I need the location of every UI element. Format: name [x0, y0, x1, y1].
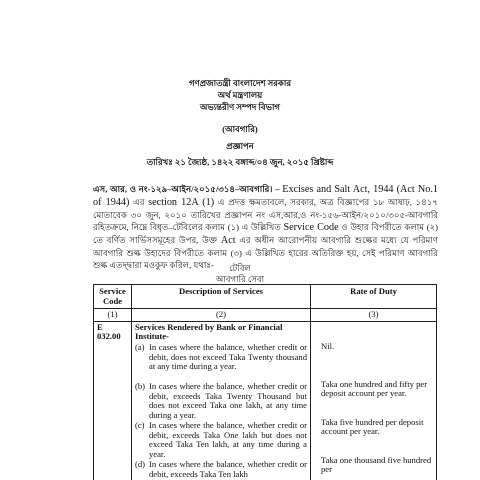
duty-table [93, 284, 437, 480]
item-label: (a) [135, 341, 145, 352]
item-label: (d) [135, 458, 146, 469]
notice-date: তারিখঃ ২১ জ্যৈষ্ঠ, ১৪২২ বঙ্গাব্দ/০৪ জুন, ২০১৫ খ্রিষ্টাব্দ [146, 157, 334, 167]
notification-text-3: ও উহার বিপরীতে কলাম (২) তে বর্ণিত সার্ভিসসমূহের উপর, উক্ত [93, 222, 439, 245]
notification-text-2: এ প্রদত্ত ক্ষমতাবলে, সরকার, অত্র বিজ্ঞাপের ১৮ আষাঢ়, ১৪১৭ মোতাবেক ৩০ জুন, ২০১০ তারিখের প্রজ্ঞাপন নং এস,আর,ও নং-১৫৬-আইন/২০১০/৩০৫-আবগারি রহিতক্রমে, নিম্নে বিধৃত–টেবিলের কলাম (১) এ উল্লিখিত [93, 197, 438, 232]
service-item-c [135, 421, 307, 459]
table-subtitle: আবগারি সেবা [215, 274, 265, 284]
rate-d: Taka one thousand five hundred per [321, 454, 432, 475]
division-name: অভ্যন্তরীণ সম্পদ বিভাগ [200, 102, 280, 112]
service-item-d [135, 460, 307, 479]
rate-cell [311, 321, 437, 480]
section-reference: section 12A (1) [148, 197, 215, 208]
rate-a: Nil. [321, 340, 335, 351]
header-description: Description of Services [132, 285, 311, 309]
notification-text-1: এর [133, 197, 145, 207]
table-header-row [94, 285, 437, 309]
service-item-a [135, 343, 307, 381]
header-rate: Rate of Duty [311, 285, 437, 309]
act-term: Act [220, 235, 236, 246]
notification-text-4: এর অধীন আরোপনীয় আবগারি শুল্কের মধ্যে যে পরিমাণ আবগারি শুল্ক উহাদের বিপরীতে কলাম (৩) এ উল্লিখিত হারের অতিরিক্ত হয়, সেই পরিমাণ আবগারি শুল্ক এতদ্দ্বারা মওকুফ করিল, যথাঃ- [93, 235, 439, 270]
service-code-cell: E 032.00 [94, 321, 132, 480]
rate-c: Taka five hundred per deposit account per year. [321, 416, 424, 437]
rate-b: Taka one hundred and fifty per deposit account per year. [321, 378, 428, 399]
ministry-name: অর্থ মন্ত্রণালয় [217, 90, 263, 100]
item-label: (c) [135, 419, 145, 430]
service-item-b [135, 382, 307, 420]
column-number-3: (3) [311, 309, 437, 322]
service-code-term: Service Code [283, 222, 339, 233]
table-row [94, 321, 437, 480]
description-cell [132, 321, 311, 480]
act-reference: Excises and Salt Act, 1944 (Act No.1 of 1944) [93, 184, 438, 208]
category-label: (আবগারি) [222, 124, 258, 134]
column-number-row [94, 309, 437, 322]
service-title: Services Rendered by Bank or Financial Institute- [135, 321, 283, 342]
column-number-2: (2) [132, 309, 311, 322]
government-name: গণপ্রজাতন্ত্রী বাংলাদেশ সরকার [188, 78, 292, 88]
header-service-code: Service Code [94, 285, 132, 309]
notice-title: প্রজ্ঞাপন [226, 141, 254, 151]
item-text: In cases where the balance, whether credit or debit, does not exceed Taka Twenty thousand at any time during a year. [149, 341, 307, 372]
notification-body [93, 183, 438, 271]
item-text: In cases where the balance, whether credit or debit, exceeds Taka One lakh but does not exceed Taka Ten lakh, at any time during a year. [149, 419, 307, 459]
table-title: টেবিল [229, 263, 251, 273]
notification-number: এস, আর, ও নং-১২৯–আইন/২০১৫/৩১৪–আবগারি। – [93, 184, 280, 194]
column-number-1: (1) [94, 309, 132, 322]
item-text: In cases where the balance, whether credit or debit, exceeds Taka Ten lakh [149, 458, 307, 479]
item-label: (b) [135, 380, 146, 391]
item-text: In cases where the balance, whether credit or debit, exceeds Taka Twenty Thousand but does not exceed Taka one lakh, at any time during a year. [149, 380, 307, 420]
